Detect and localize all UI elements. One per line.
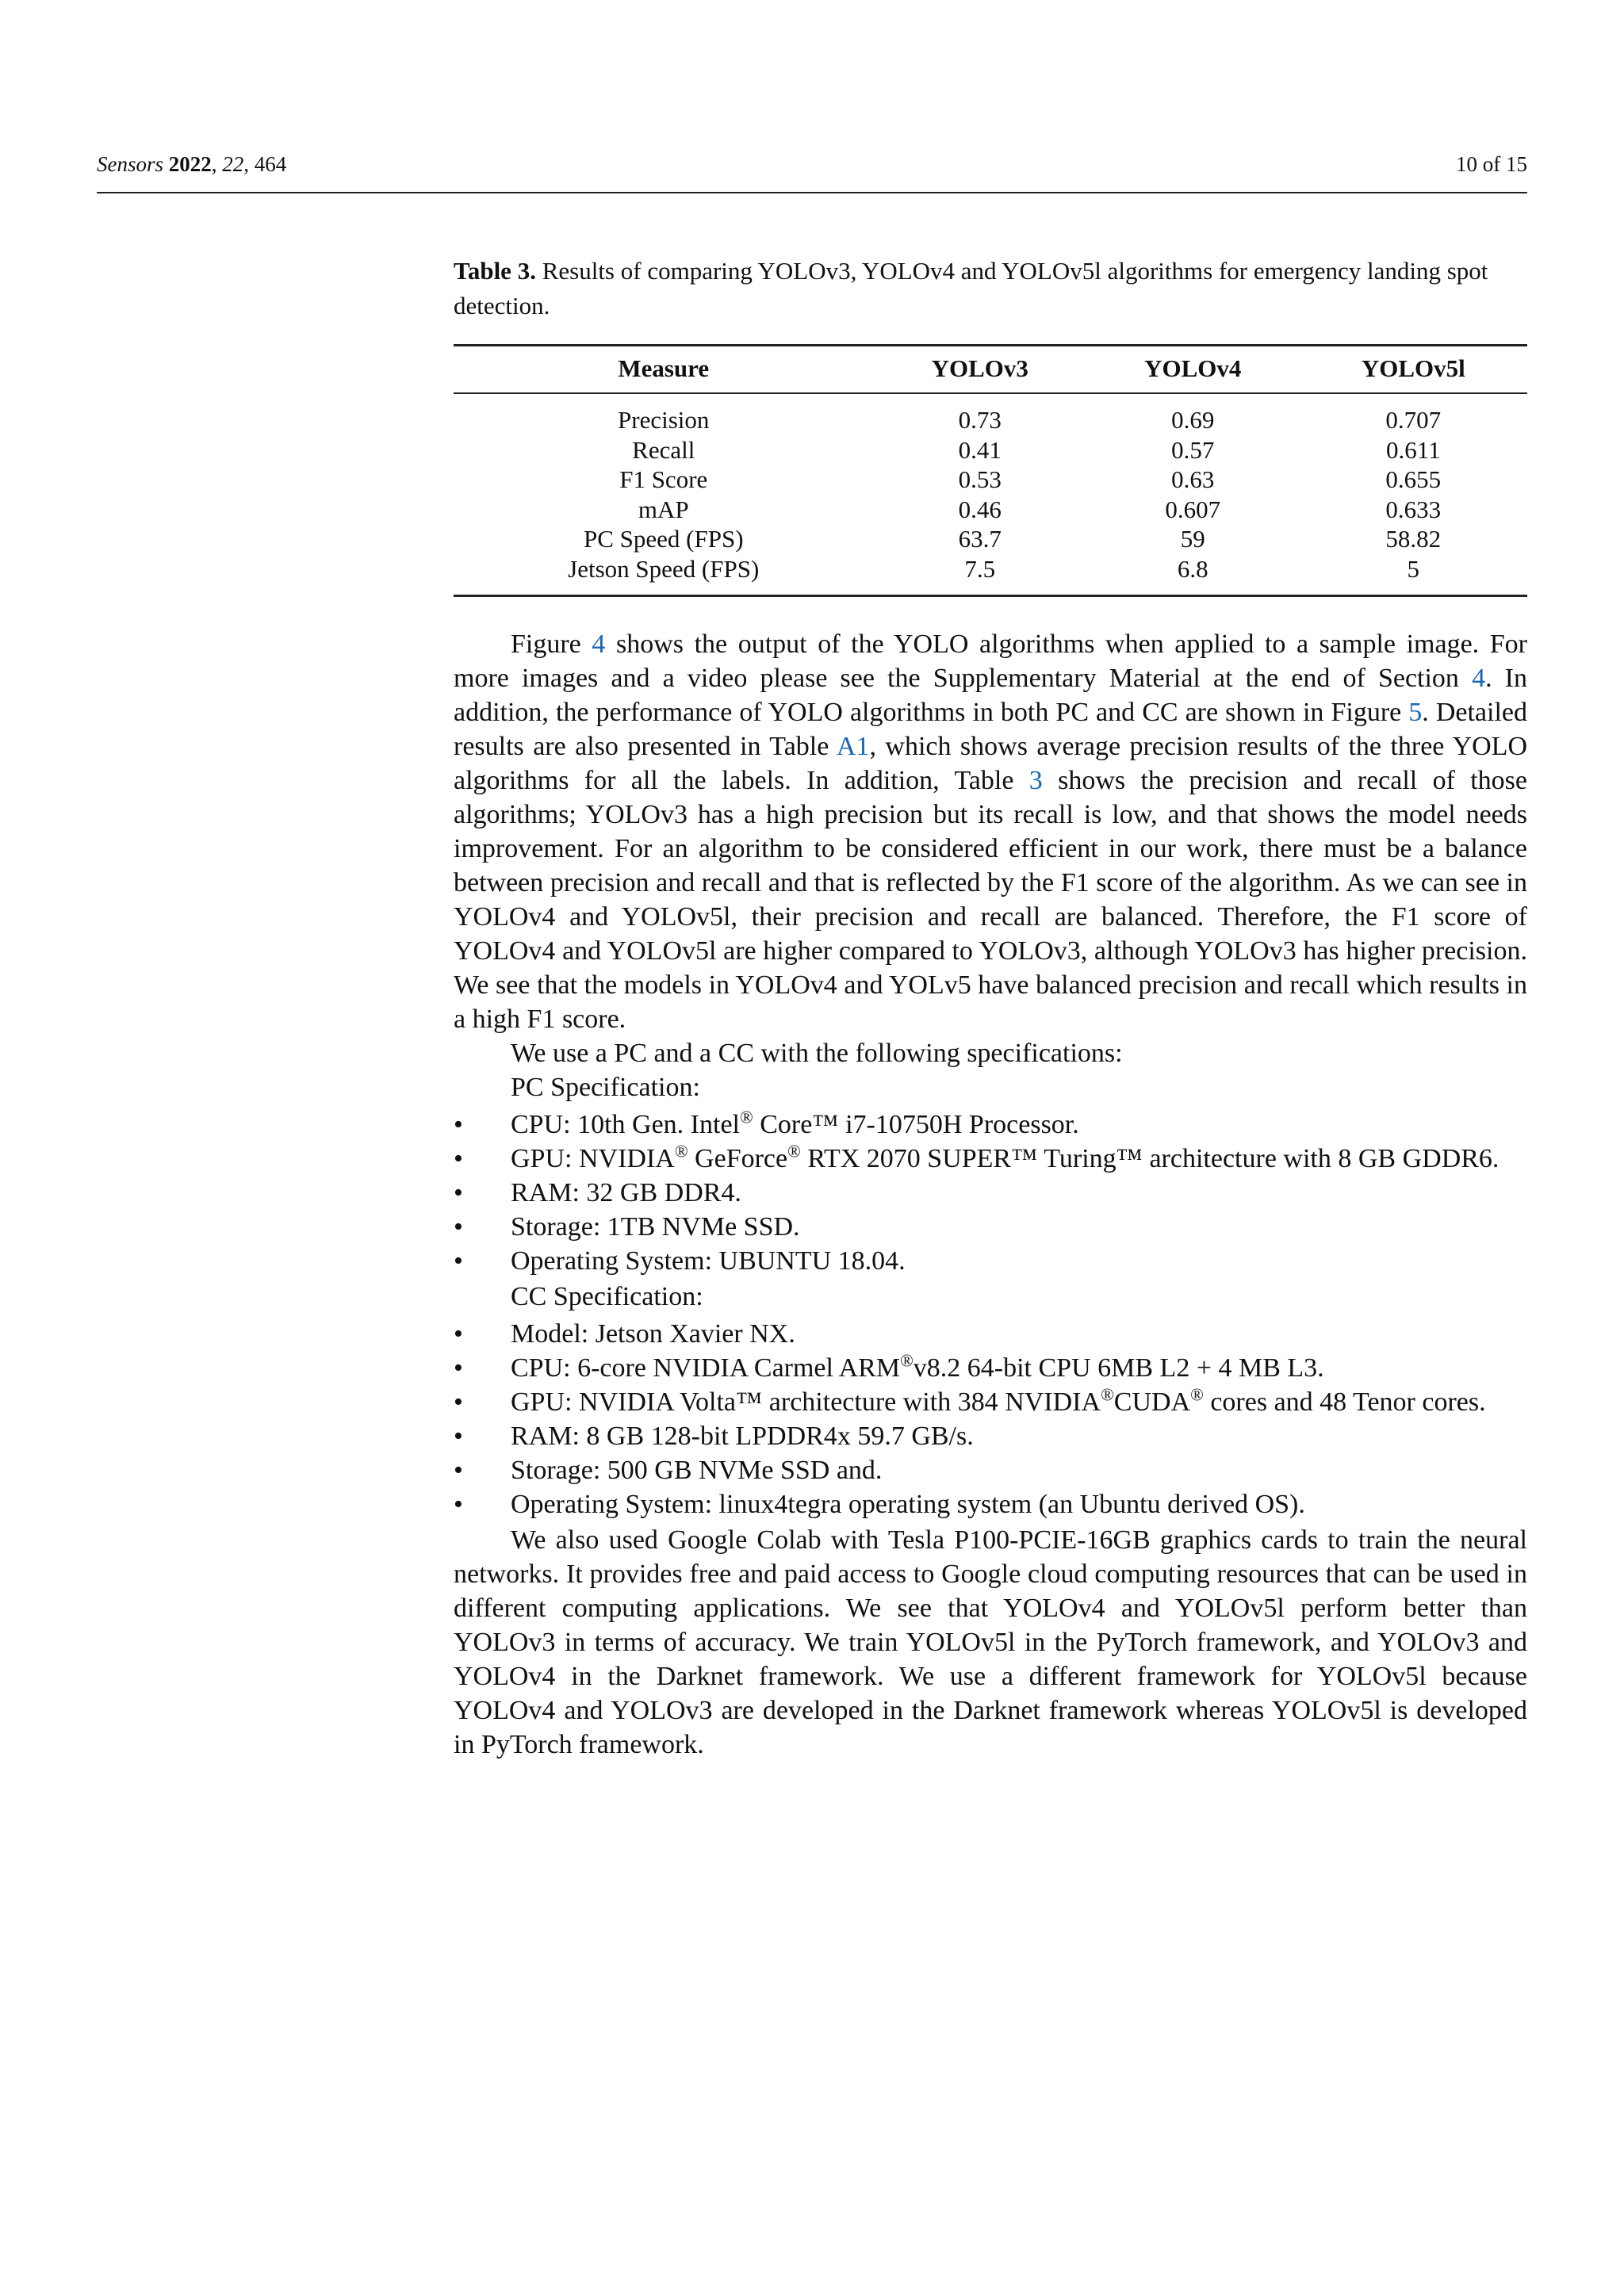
page-header [97, 147, 1527, 193]
registered-mark: ® [1101, 1384, 1114, 1405]
table-caption-label: Table 3. [454, 257, 536, 285]
list-item-text: v8.2 64-bit CPU 6MB L2 + 4 MB L3. [913, 1353, 1324, 1383]
list-item: • RAM: 32 GB DDR4. [454, 1176, 1527, 1210]
table-cell: 0.607 [1165, 495, 1221, 523]
list-item: • Model: Jetson Xavier NX. [454, 1317, 1527, 1351]
column-header: YOLOv3 [931, 354, 1028, 382]
journal-article: , 464 [243, 152, 287, 176]
table-cell: Recall [632, 435, 695, 464]
list-item [454, 1108, 1527, 1142]
list-item: • Storage: 500 GB NVMe SSD and. [454, 1453, 1527, 1487]
pc-spec-heading: PC Specification: [511, 1073, 700, 1102]
table-cell: 0.41 [958, 435, 1002, 464]
list-item-text: CUDA [1113, 1387, 1191, 1417]
registered-mark: ® [674, 1141, 688, 1161]
table-cell: 6.8 [1177, 554, 1208, 583]
page-number: 10 of 15 [1456, 152, 1527, 176]
paragraph-text: . Detailed results are also presented in Table [454, 698, 1527, 761]
journal-year: 2022 [168, 152, 212, 176]
list-item: • RAM: 8 GB 128-bit LPDDR4x 59.7 GB/s. [454, 1419, 1527, 1453]
table-row [454, 465, 1527, 495]
table-cell: 0.57 [1171, 435, 1215, 464]
table-caption [454, 254, 1527, 323]
spec-intro: We use a PC and a CC with the following specifications: [511, 1039, 1123, 1068]
journal-name: Sensors [97, 152, 164, 176]
table-header-row [454, 346, 1527, 394]
figure-4-link[interactable]: 4 [592, 629, 606, 659]
table-cell: 0.73 [958, 406, 1002, 434]
table-cell: 0.633 [1385, 495, 1442, 523]
table-cell: 0.707 [1385, 406, 1442, 434]
table-row [454, 435, 1527, 465]
list-item: • Operating System: linux4tegra operating system (an Ubuntu derived OS). [454, 1487, 1527, 1521]
list-item-text: Core™ i7-10750H Processor. [753, 1110, 1079, 1139]
table-cell: PC Speed (FPS) [583, 525, 744, 553]
list-item-text: CPU: 6-core NVIDIA Carmel ARM [511, 1353, 901, 1383]
table-row [454, 554, 1527, 596]
table-row [454, 393, 1527, 435]
paragraph-text: , which shows average precision results of the three YOLO algorithms for all the labels. In addition, Table [454, 732, 1528, 795]
paragraph-text: shows the output of the YOLO algorithms when applied to a sample image. For more images and a video please see the Supplementary Material at the end of Section [454, 629, 1527, 693]
column-header: YOLOv4 [1144, 354, 1242, 382]
column-header: YOLOv5l [1361, 354, 1465, 382]
list-item [454, 1142, 1527, 1176]
registered-mark: ® [1190, 1384, 1204, 1405]
cc-spec-list [454, 1317, 1527, 1521]
table-cell: 0.53 [958, 465, 1002, 493]
table-cell: 0.63 [1171, 465, 1215, 493]
table-cell: F1 Score [619, 465, 708, 493]
journal-citation: Sensors 2022, 22, 464 [97, 152, 287, 176]
cc-spec-heading: CC Specification: [511, 1282, 703, 1311]
column-header: Measure [618, 354, 710, 382]
pc-spec-list [454, 1108, 1527, 1278]
registered-mark: ® [900, 1350, 914, 1371]
table-cell: 0.611 [1385, 435, 1441, 464]
table-cell: Precision [618, 406, 710, 434]
table-3-link[interactable]: 3 [1028, 766, 1043, 795]
table-cell: 0.69 [1171, 406, 1215, 434]
list-item-text: GeForce [688, 1144, 788, 1173]
list-item-text: CPU: 10th Gen. Intel [511, 1110, 740, 1139]
list-item-text: RTX 2070 SUPER™ Turing™ architecture with 8 GB GDDR6. [800, 1144, 1500, 1173]
table-cell: 58.82 [1385, 525, 1442, 553]
table-a1-link[interactable]: A1 [836, 732, 870, 761]
list-item: • Operating System: UBUNTU 18.04. [454, 1244, 1527, 1278]
paragraph-text: shows the precision and recall of those algorithms; YOLOv3 has a high precision but its recall is low, and that shows the model needs improvement. For an algorithm to be considered efficient in our work, there must be a balance between precision and recall and that is reflected by the F1 score of the algorithm. As we can see in YOLOv4 and YOLOv5l, their precision and recall are balanced. Therefore, the F1 score of YOLOv4 and YOLOv5l are higher compared to YOLOv3, although YOLOv3 has higher precision. We see that the models in YOLOv4 and YOLv5 have balanced precision and recall which results in a high F1 score. [454, 766, 1528, 1034]
figure-5-link[interactable]: 5 [1408, 698, 1423, 727]
registered-mark: ® [739, 1107, 753, 1127]
paragraph-text: . In addition, the performance of YOLO algorithms in both PC and CC are shown in Figure [454, 664, 1528, 727]
body-paragraph: We also used Google Colab with Tesla P100-PCIE-16GB graphics cards to train the neural networks. It provides free and paid access to Google cloud computing resources that can be used in different computing applications. We see that YOLOv4 and YOLOv5l perform better than YOLOv3 in terms of accuracy. We train YOLOv5l in the PyTorch framework, and YOLOv3 and YOLOv4 in the Darknet framework. We use a different framework for YOLOv5l because YOLOv4 and YOLOv3 are developed in the Darknet framework whereas YOLOv5l is developed in PyTorch framework. [454, 1525, 1527, 1759]
paragraph-text: Figure [511, 629, 592, 659]
table-cell: 59 [1180, 525, 1205, 553]
list-item-text: GPU: NVIDIA [511, 1144, 675, 1173]
table-cell: 7.5 [964, 554, 996, 583]
list-item: • Storage: 1TB NVMe SSD. [454, 1210, 1527, 1244]
table-cell: 5 [1407, 554, 1420, 583]
journal-volume: 22 [222, 152, 244, 176]
list-item-text: cores and 48 Tenor cores. [1203, 1387, 1486, 1417]
list-item-text: GPU: NVIDIA Volta™ architecture with 384 NVIDIA [511, 1387, 1101, 1417]
main-content [454, 254, 1527, 1762]
list-item [454, 1351, 1527, 1385]
results-table [454, 344, 1527, 597]
table-cell: 0.46 [958, 495, 1002, 523]
list-item [454, 1385, 1527, 1419]
body-paragraph [454, 627, 1527, 1036]
table-row [454, 495, 1527, 525]
table-cell: 0.655 [1385, 465, 1442, 493]
registered-mark: ® [787, 1141, 801, 1161]
table-cell: 63.7 [958, 525, 1002, 553]
table-cell: mAP [638, 495, 689, 523]
section-4-link[interactable]: 4 [1472, 664, 1486, 693]
table-caption-text: Results of comparing YOLOv3, YOLOv4 and YOLOv5l algorithms for emergency landing spot detection. [454, 257, 1488, 320]
table-row [454, 524, 1527, 554]
table-cell: Jetson Speed (FPS) [568, 554, 760, 583]
